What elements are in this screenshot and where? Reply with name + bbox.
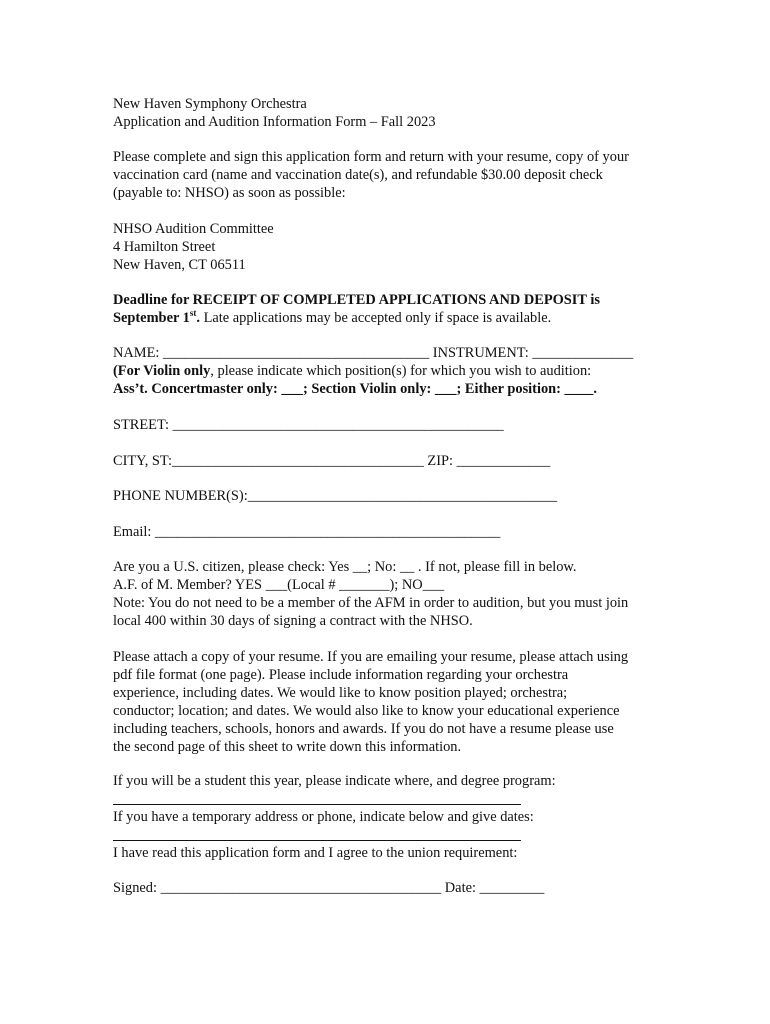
temporary-address-section [113,808,673,826]
email-section [113,523,673,541]
violin-note-text: , please indicate which position(s) for which you wish to audition: [210,363,592,379]
city-zip-field[interactable]: CITY, ST:___________________________________ ZIP: _____________ [113,453,551,469]
form-title: Application and Audition Information Form – Fall 2023 [113,114,436,130]
street-field[interactable]: STREET: ______________________________________________ [113,417,504,433]
resume-line: conductor; location; and dates. We would also like to know your educational experience [113,703,620,719]
signature-section [113,879,673,897]
deadline-notice [113,291,673,327]
resume-line: the second page of this sheet to write down this information. [113,739,462,755]
temporary-address-question: If you have a temporary address or phone, indicate below and give dates: [113,809,534,825]
form-header [113,95,673,131]
citizenship-question[interactable]: Are you a U.S. citizen, please check: Yes __; No: __ . If not, please fill in below. [113,559,577,575]
email-field[interactable]: Email: ________________________________________________ [113,524,501,540]
student-question: If you will be a student this year, please indicate where, and degree program: [113,773,556,789]
resume-instructions [113,648,673,756]
deadline-date: September 1 [113,310,190,326]
student-answer-line[interactable] [113,804,521,805]
afm-note-line: Note: You do not need to be a member of the AFM in order to audition, but you must join [113,595,629,611]
city-zip-section [113,452,673,470]
address-line: NHSO Audition Committee [113,221,274,237]
agreement-section [113,844,673,862]
resume-line: experience, including dates. We would like to know position played; orchestra; [113,685,568,701]
instructions-paragraph [113,148,673,202]
resume-line: Please attach a copy of your resume. If you are emailing your resume, please attach using [113,649,629,665]
street-section [113,416,673,434]
violin-note [113,362,673,380]
instructions-line: (payable to: NHSO) as soon as possible: [113,185,346,201]
deadline-date-period: . [196,310,200,326]
phone-section [113,487,673,505]
mailing-address [113,220,673,274]
violin-position-choices[interactable]: Ass’t. Concertmaster only: ___; Section Violin only: ___; Either position: ____. [113,381,597,397]
organization-name: New Haven Symphony Orchestra [113,96,307,112]
violin-only-label: (For Violin only [113,363,211,379]
agreement-statement: I have read this application form and I agree to the union requirement: [113,845,518,861]
name-instrument-section [113,344,673,398]
afm-member-question[interactable]: A.F. of M. Member? YES ___(Local # _______); NO___ [113,577,445,593]
deadline-date-suffix: st [189,308,197,319]
resume-line: including teachers, schools, honors and awards. If you do not have a resume please use [113,721,614,737]
citizenship-section [113,558,673,630]
deadline-late-note: Late applications may be accepted only if space is available. [199,310,552,326]
resume-line: pdf file format (one page). Please include information regarding your orchestra [113,667,569,683]
afm-note-line: local 400 within 30 days of signing a contract with the NHSO. [113,613,473,629]
name-instrument-field[interactable]: NAME: _____________________________________ INSTRUMENT: ______________ [113,345,634,361]
signature-date-field[interactable]: Signed: _______________________________________ Date: _________ [113,880,545,896]
deadline-line [113,309,673,327]
instructions-line: Please complete and sign this application form and return with your resume, copy of your [113,149,629,165]
address-line: 4 Hamilton Street [113,239,216,255]
temporary-address-answer-line[interactable] [113,840,521,841]
phone-field[interactable]: PHONE NUMBER(S):___________________________________________ [113,488,558,504]
deadline-line: Deadline for RECEIPT OF COMPLETED APPLICATIONS AND DEPOSIT is [113,292,600,308]
address-line: New Haven, CT 06511 [113,257,246,273]
instructions-line: vaccination card (name and vaccination date(s), and refundable $30.00 deposit check [113,167,603,183]
student-section [113,772,673,790]
